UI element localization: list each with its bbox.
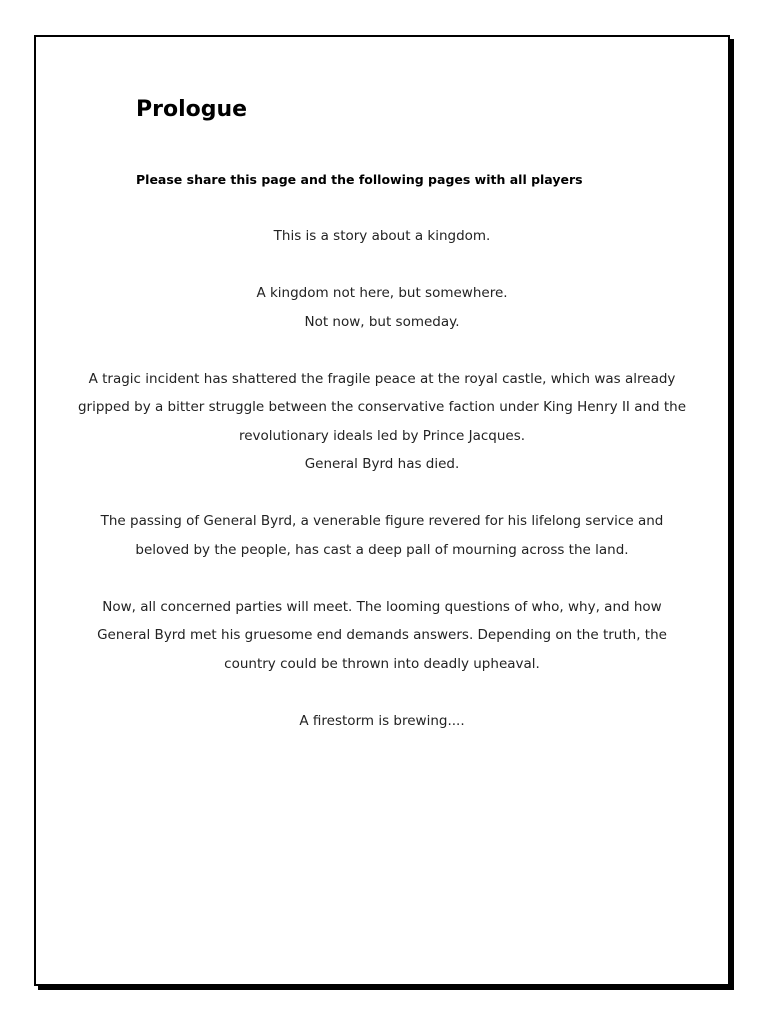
story-line: The passing of General Byrd, a venerable figure revered for his lifelong service and beloved by the people, has cast a deep pall of mourning across the land.	[100, 513, 664, 558]
share-notice: Please share this page and the following pages with all players	[136, 172, 583, 187]
story-line: This is a story about a kingdom.	[273, 228, 491, 244]
page-title: Prologue	[136, 97, 248, 122]
story-line: A firestorm is brewing....	[299, 712, 465, 729]
story-line: A kingdom not here, but somewhere.	[256, 285, 508, 301]
story-paragraph	[76, 707, 688, 736]
story-paragraph	[76, 593, 688, 679]
story-line: General Byrd has died.	[304, 456, 460, 472]
story-paragraph	[76, 507, 688, 564]
story-paragraph	[76, 365, 688, 479]
story-text	[76, 222, 688, 735]
story-line: A tragic incident has shattered the fragile peace at the royal castle, which was already gripped by a bitter struggle between the conservative faction under King Henry II and the revolutionary ideals led by Prince Jacques.	[77, 370, 687, 444]
document-page	[34, 35, 730, 986]
story-paragraph	[76, 222, 688, 251]
page-content	[36, 37, 728, 984]
story-line: Not now, but someday.	[304, 313, 460, 330]
story-paragraph	[76, 279, 688, 336]
story-line: Now, all concerned parties will meet. The looming questions of who, why, and how General Byrd met his gruesome end demands answers. Depending on the truth, the country could be thrown into deadly upheaval.	[97, 598, 667, 672]
